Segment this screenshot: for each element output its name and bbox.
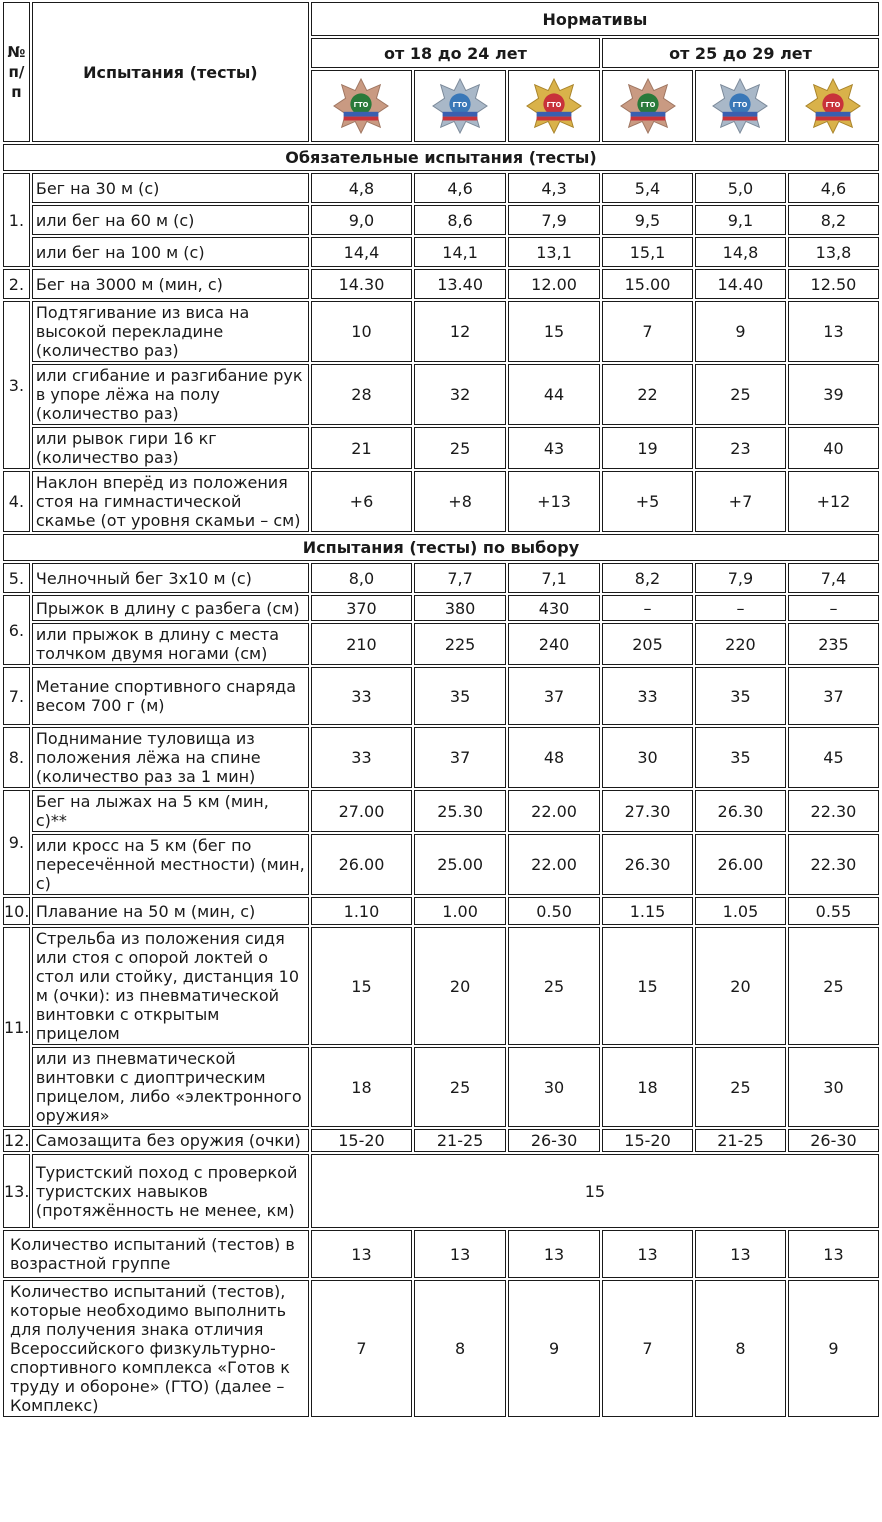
value-cell: 25.30 — [414, 790, 506, 832]
row-num: 9. — [3, 790, 30, 895]
value-cell: 8,2 — [602, 563, 693, 593]
value-cell: 13 — [508, 1230, 600, 1278]
value-cell: 44 — [508, 364, 600, 425]
test-name: Наклон вперёд из положения стоя на гимнастической скамье (от уровня скамьи – см) — [32, 471, 309, 532]
value-cell: 37 — [414, 727, 506, 788]
silver-badge-icon — [711, 77, 769, 135]
value-cell: 7 — [311, 1280, 412, 1417]
value-cell: 14,1 — [414, 237, 506, 267]
value-cell: – — [602, 595, 693, 621]
value-cell: 0.50 — [508, 897, 600, 925]
value-cell: 18 — [311, 1047, 412, 1127]
test-name: Прыжок в длину с разбега (см) — [32, 595, 309, 621]
value-cell: 14,8 — [695, 237, 786, 267]
value-cell: 25 — [414, 427, 506, 469]
value-cell: +6 — [311, 471, 412, 532]
value-cell: 18 — [602, 1047, 693, 1127]
value-cell: 13 — [311, 1230, 412, 1278]
value-cell: 35 — [695, 667, 786, 725]
value-cell: 240 — [508, 623, 600, 665]
value-cell: 8,2 — [788, 205, 879, 235]
value-cell: 22.30 — [788, 790, 879, 832]
row-num: 2. — [3, 269, 30, 299]
value-cell: 13,1 — [508, 237, 600, 267]
value-cell: 15,1 — [602, 237, 693, 267]
test-name: Самозащита без оружия (очки) — [32, 1129, 309, 1152]
silver-badge-icon — [431, 77, 489, 135]
svg-text:ГТО: ГТО — [354, 100, 369, 109]
value-cell: 43 — [508, 427, 600, 469]
value-cell: 33 — [311, 727, 412, 788]
value-cell: 30 — [788, 1047, 879, 1127]
test-name: или сгибание и разгибание рук в упоре лёжа на полу (количество раз) — [32, 364, 309, 425]
value-cell: 9,5 — [602, 205, 693, 235]
value-cell: +5 — [602, 471, 693, 532]
value-cell: +7 — [695, 471, 786, 532]
test-name: Подтягивание из виса на высокой перекладине (количество раз) — [32, 301, 309, 362]
value-cell: 25 — [695, 364, 786, 425]
value-cell: 25 — [414, 1047, 506, 1127]
test-name: или рывок гири 16 кг (количество раз) — [32, 427, 309, 469]
value-cell: 15-20 — [602, 1129, 693, 1152]
value-cell: 205 — [602, 623, 693, 665]
value-cell: 7,1 — [508, 563, 600, 593]
row-num: 12. — [4, 1131, 30, 1150]
value-cell: – — [695, 595, 786, 621]
gto-norms-table — [1, 0, 881, 1419]
value-cell: 33 — [602, 667, 693, 725]
value-cell: 15 — [602, 927, 693, 1045]
gold-badge-icon — [525, 77, 583, 135]
value-cell: 4,8 — [311, 173, 412, 203]
svg-text:ГТО: ГТО — [733, 100, 748, 109]
value-cell: 220 — [695, 623, 786, 665]
value-cell: 235 — [788, 623, 879, 665]
value-cell: 7,4 — [788, 563, 879, 593]
value-cell: 20 — [414, 927, 506, 1045]
value-cell: +8 — [414, 471, 506, 532]
svg-text:ГТО: ГТО — [640, 100, 655, 109]
value-cell: 25 — [788, 927, 879, 1045]
value-cell: 13 — [695, 1230, 786, 1278]
value-cell: 13 — [788, 1230, 879, 1278]
value-cell: 4,6 — [414, 173, 506, 203]
test-name: Бег на 30 м (с) — [32, 173, 309, 203]
value-cell: 9,1 — [695, 205, 786, 235]
row-num: 10. — [3, 897, 30, 925]
svg-text:ГТО: ГТО — [452, 100, 468, 109]
badge-bronze-18 — [311, 70, 412, 142]
value-cell: 27.30 — [602, 790, 693, 832]
total-tests-label: Количество испытаний (тестов) в возрастной группе — [3, 1230, 309, 1278]
badge-bronze-25 — [602, 70, 693, 142]
test-name: Стрельба из положения сидя или стоя с опорой локтей о стол или стойку, дистанция 10 м (очки): из пневматической винтовки с открытым прицелом — [32, 927, 309, 1045]
svg-text:ГТО: ГТО — [546, 100, 562, 109]
bronze-badge-icon — [619, 77, 677, 135]
badge-gold-18 — [508, 70, 600, 142]
section-mandatory: Обязательные испытания (тесты) — [3, 144, 879, 171]
value-cell: 26.00 — [695, 834, 786, 895]
test-name: или бег на 100 м (с) — [32, 237, 309, 267]
test-name: или бег на 60 м (с) — [32, 205, 309, 235]
badge-silver-25 — [695, 70, 786, 142]
value-cell: 27.00 — [311, 790, 412, 832]
row-num: 3. — [3, 301, 30, 469]
test-name: или из пневматической винтовки с диоптрическим прицелом, либо «электронного оружия» — [32, 1047, 309, 1127]
value-cell: 35 — [695, 727, 786, 788]
value-cell: 26.00 — [311, 834, 412, 895]
value-cell: 370 — [311, 595, 412, 621]
value-cell: 25 — [695, 1047, 786, 1127]
value-cell: +13 — [508, 471, 600, 532]
value-cell: 13.40 — [414, 269, 506, 299]
value-cell: 13 — [414, 1230, 506, 1278]
svg-text:ГТО: ГТО — [826, 100, 841, 109]
value-cell: 32 — [414, 364, 506, 425]
value-cell: 8 — [695, 1280, 786, 1417]
value-cell: 19 — [602, 427, 693, 469]
test-name: Поднимание туловища из положения лёжа на спине (количество раз за 1 мин) — [32, 727, 309, 788]
value-cell: 37 — [508, 667, 600, 725]
header-num: № п/п — [3, 2, 30, 142]
row-num: 6. — [3, 595, 30, 665]
value-cell: 7 — [602, 1280, 693, 1417]
bronze-badge-icon — [332, 77, 390, 135]
value-cell: 22 — [602, 364, 693, 425]
value-cell: 1.00 — [414, 897, 506, 925]
gold-badge-icon — [804, 77, 862, 135]
value-cell: 7,9 — [695, 563, 786, 593]
value-cell: 39 — [788, 364, 879, 425]
value-cell: 12.00 — [508, 269, 600, 299]
test-name: или кросс на 5 км (бег по пересечённой местности) (мин, с) — [32, 834, 309, 895]
value-cell: 14.40 — [695, 269, 786, 299]
header-age-18-24: от 18 до 24 лет — [311, 38, 600, 68]
value-cell: +12 — [788, 471, 879, 532]
section-optional: Испытания (тесты) по выбору — [3, 534, 879, 561]
value-cell: 30 — [602, 727, 693, 788]
row-num: 4. — [3, 471, 30, 532]
value-cell: 12.50 — [788, 269, 879, 299]
badge-silver-18 — [414, 70, 506, 142]
value-cell: 22.00 — [508, 834, 600, 895]
value-cell: 33 — [311, 667, 412, 725]
value-cell: 22.00 — [508, 790, 600, 832]
header-norms: Нормативы — [311, 2, 879, 36]
value-cell: 210 — [311, 623, 412, 665]
test-name: Метание спортивного снаряда весом 700 г (м) — [32, 667, 309, 725]
value-cell: 26.30 — [602, 834, 693, 895]
value-cell: 5,0 — [695, 173, 786, 203]
row-num: 5. — [3, 563, 30, 593]
row-num: 11. — [3, 927, 30, 1127]
value-cell: 25.00 — [414, 834, 506, 895]
value-cell: 10 — [311, 301, 412, 362]
value-cell: – — [788, 595, 879, 621]
value-cell: 9 — [695, 301, 786, 362]
value-cell: 0.55 — [788, 897, 879, 925]
value-cell: 22.30 — [788, 834, 879, 895]
value-cell: 21-25 — [414, 1129, 506, 1152]
value-cell: 30 — [508, 1047, 600, 1127]
value-cell: 14.30 — [311, 269, 412, 299]
test-name: Туристский поход с проверкой туристских навыков (протяжённость не менее, км) — [32, 1154, 309, 1228]
test-name: Плавание на 50 м (мин, с) — [32, 897, 309, 925]
value-cell: 20 — [695, 927, 786, 1045]
header-age-25-29: от 25 до 29 лет — [602, 38, 879, 68]
value-cell: 28 — [311, 364, 412, 425]
value-cell: 12 — [414, 301, 506, 362]
value-cell: 9 — [788, 1280, 879, 1417]
test-name: Бег на 3000 м (мин, с) — [32, 269, 309, 299]
value-cell: 13,8 — [788, 237, 879, 267]
value-cell: 40 — [788, 427, 879, 469]
value-cell: 5,4 — [602, 173, 693, 203]
value-cell: 8,0 — [311, 563, 412, 593]
value-cell: 9 — [508, 1280, 600, 1417]
value-cell: 225 — [414, 623, 506, 665]
value-cell: 15 — [311, 927, 412, 1045]
value-cell: 8 — [414, 1280, 506, 1417]
value-cell: 21 — [311, 427, 412, 469]
value-cell: 26-30 — [788, 1129, 879, 1152]
value-cell: 26-30 — [508, 1129, 600, 1152]
row-num: 7. — [3, 667, 30, 725]
value-cell: 15-20 — [311, 1129, 412, 1152]
value-cell: 35 — [414, 667, 506, 725]
value-cell: 7,9 — [508, 205, 600, 235]
value-cell: 8,6 — [414, 205, 506, 235]
value-cell: 26.30 — [695, 790, 786, 832]
value-cell: 13 — [602, 1230, 693, 1278]
value-cell: 7 — [602, 301, 693, 362]
badge-gold-25 — [788, 70, 879, 142]
value-cell: 15.00 — [602, 269, 693, 299]
value-cell: 1.10 — [311, 897, 412, 925]
value-cell: 21-25 — [695, 1129, 786, 1152]
value-cell: 4,3 — [508, 173, 600, 203]
row-num: 13. — [3, 1154, 30, 1228]
value-cell: 13 — [788, 301, 879, 362]
value-cell: 1.05 — [695, 897, 786, 925]
row-num: 1. — [3, 173, 30, 267]
value-cell: 430 — [508, 595, 600, 621]
value-cell: 7,7 — [414, 563, 506, 593]
value-cell: 1.15 — [602, 897, 693, 925]
value-cell: 4,6 — [788, 173, 879, 203]
value-cell: 23 — [695, 427, 786, 469]
required-tests-label: Количество испытаний (тестов), которые необходимо выполнить для получения знака отличия Всероссийского физкультурно-спортивного комплекса «Готов к труду и обороне» (ГТО) (далее – Комплекс) — [3, 1280, 309, 1417]
test-name: Челночный бег 3х10 м (с) — [32, 563, 309, 593]
value-cell: 37 — [788, 667, 879, 725]
value-cell: 15 — [311, 1154, 879, 1228]
value-cell: 380 — [414, 595, 506, 621]
row-num: 8. — [3, 727, 30, 788]
test-name: или прыжок в длину с места толчком двумя ногами (см) — [32, 623, 309, 665]
header-tests: Испытания (тесты) — [32, 2, 309, 142]
value-cell: 9,0 — [311, 205, 412, 235]
value-cell: 15 — [508, 301, 600, 362]
value-cell: 14,4 — [311, 237, 412, 267]
value-cell: 48 — [508, 727, 600, 788]
value-cell: 45 — [788, 727, 879, 788]
value-cell: 25 — [508, 927, 600, 1045]
test-name: Бег на лыжах на 5 км (мин, с)** — [32, 790, 309, 832]
